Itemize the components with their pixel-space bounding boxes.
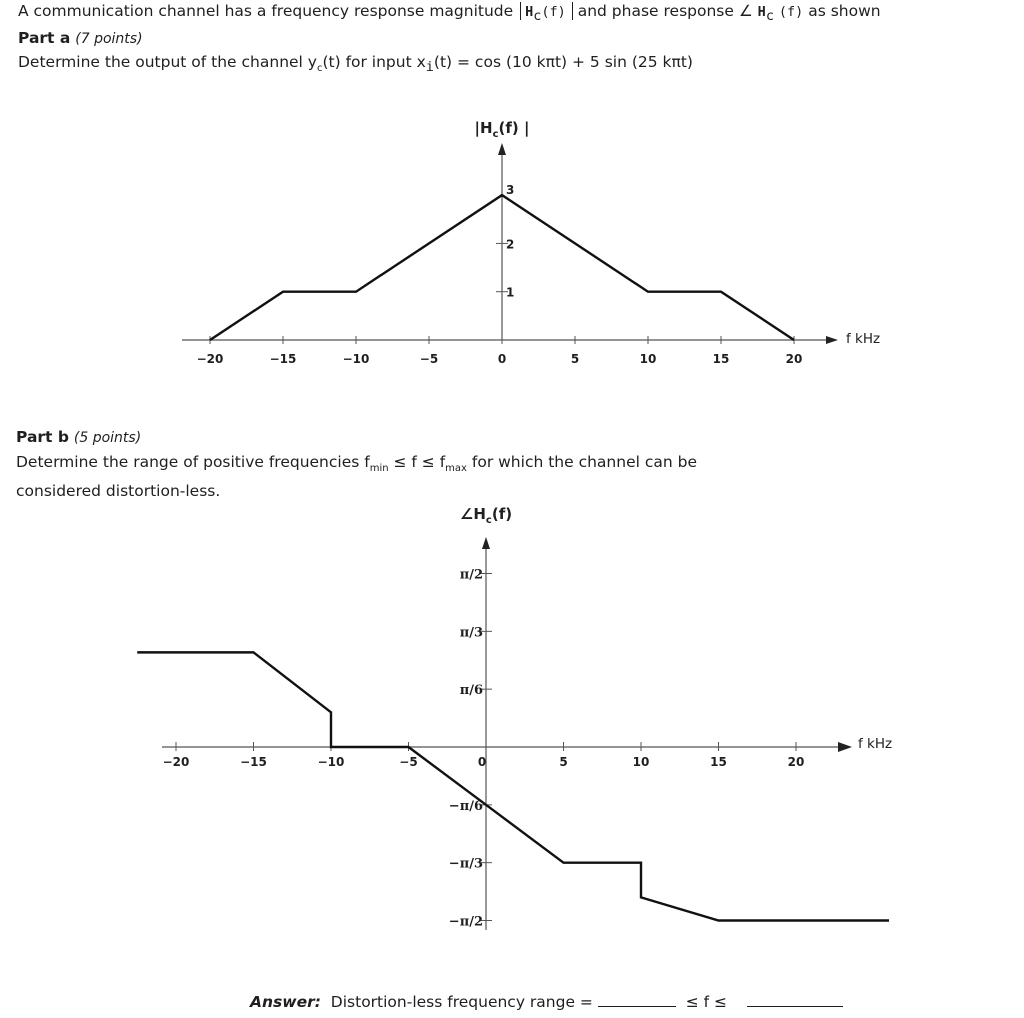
part-b-heading: Part b (5 points) [16, 428, 142, 446]
x-tick-label: 5 [559, 755, 568, 769]
answer-label: Answer: [250, 993, 321, 1011]
y-tick-label: −π/2 [448, 914, 483, 930]
y-tick-label: 3 [506, 183, 515, 198]
x-tick-label: 5 [570, 352, 580, 366]
y-tick-label: 2 [506, 237, 515, 252]
x-tick-label: −10 [342, 352, 370, 366]
x-tick-label: 20 [785, 352, 803, 366]
x-tick-label: 10 [632, 755, 650, 769]
y-tick-label: −π/3 [448, 856, 483, 872]
x-tick-label: −5 [419, 352, 439, 366]
y-tick-label: 1 [506, 285, 515, 300]
y-tick-label: π/6 [459, 683, 483, 699]
intro-text: A communication channel has a frequency response magnitude $H_c(f)$ and phase response ∠ $H_c$ (f) as shown [18, 2, 881, 25]
answer-text: Distortion-less frequency range = [330, 993, 593, 1011]
part-a-question: Determine the output of the channel $y_c(t)$ for input $x_i(t) = \cos (10$ kπt) + 5 sin (25 kπt) [18, 53, 693, 76]
y-tick-label: −π/6 [448, 798, 483, 814]
x-tick-label: −15 [240, 755, 267, 769]
part-a-heading: Part a (7 points) [18, 29, 143, 47]
x-tick-label: 15 [710, 755, 727, 769]
x-axis-arrow-icon [838, 742, 852, 752]
x-tick-label: 20 [787, 755, 805, 769]
answer-le: ≤ f ≤ [685, 993, 727, 1011]
part-b-question-line1: Determine the range of positive frequencies $f_{min} \le f \le f_{max}$ for which the channel can be [16, 453, 697, 475]
y-tick-label: π/3 [459, 625, 483, 641]
x-tick-label: −15 [269, 352, 297, 366]
answer-line [250, 992, 843, 1012]
phase-line [137, 652, 889, 920]
y-axis-arrow-icon [482, 537, 490, 549]
x-tick-label: 10 [639, 352, 657, 366]
x-tick-label: −20 [162, 755, 190, 769]
fmin-blank[interactable] [598, 992, 676, 1007]
fmax-blank[interactable] [747, 992, 843, 1007]
x-tick-label: 0 [497, 352, 507, 366]
phase-axis-title: $\angle H_c(f)$ [459, 505, 513, 526]
x-tick-label: 15 [712, 352, 730, 366]
x-tick-label: −5 [399, 755, 418, 769]
x-tick-label: −10 [317, 755, 345, 769]
x-tick-label: 0 [477, 755, 487, 769]
x-tick-label: −20 [196, 352, 224, 366]
y-tick-label: π/2 [459, 567, 483, 583]
magnitude-axis-title: $|H_c(f)$ | [474, 119, 530, 140]
part-b-question-line2: considered distortion-less. [16, 482, 221, 500]
phase-x-axis-label: f kHz [858, 736, 893, 752]
magnitude-x-axis-label: f kHz [846, 331, 881, 347]
